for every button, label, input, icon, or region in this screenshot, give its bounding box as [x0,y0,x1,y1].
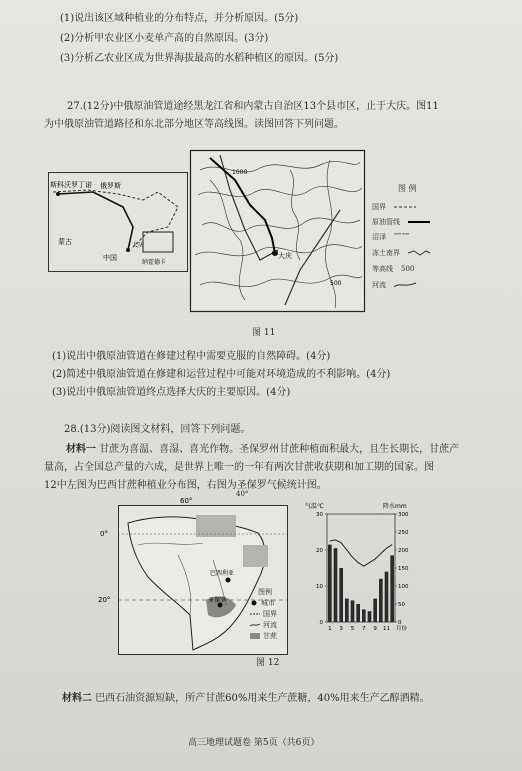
precip-bar-1 [328,545,332,622]
fig12-legend-river-label: 河流 [263,621,277,629]
precip-bar-10 [379,579,383,622]
legend-contour [372,264,414,274]
temp-tick-label: 0 [319,620,323,626]
legend-border [372,202,416,212]
precip-bar-5 [351,600,355,622]
fig12-caption: 图 12 [256,658,280,668]
precip-tick-label: 0 [398,620,402,626]
month-tick-9: 9 [373,626,377,632]
legend-pipeline [372,217,430,227]
precip-bar-9 [373,599,377,622]
fig12-legend-border-label: 国界 [263,610,277,618]
month-tick-7: 7 [362,626,366,632]
fig12-legend-city [250,598,275,608]
legend-contour-value: 500 [401,265,415,273]
fig12-legend-sugarcane-label: 甘蔗 [263,632,277,640]
precip-bar-12 [390,555,394,622]
q27-intro-line2: 为中俄原油管道路径和东北部分地区等高线图。读图回答下列问题。 [44,119,344,130]
precip-tick-label: 200 [398,548,409,554]
month-tick-11: 11 [383,626,390,632]
sao-paulo-climate-chart [305,500,423,642]
climate-precip-title: 降水mm [383,503,407,510]
map-lon-60: 60° [180,497,193,505]
precip-tick-label: 300 [398,512,409,518]
fig11-caption: 图 11 [252,328,276,338]
contour-label-500: 500 [330,280,342,287]
temp-tick-label: 10 [316,584,323,590]
map-sao-paulo: 圣保罗 [208,597,227,604]
precip-tick-label: 100 [398,584,409,590]
precip-tick-label: 250 [398,530,409,536]
climate-temp-title: 气温℃ [305,503,324,510]
inset-skovorodino: 斯科沃罗丁诺 [50,181,92,189]
precip-bar-11 [385,572,389,622]
q27-sub2: (2)简述中俄原油管道在修建和运营过程中可能对环境造成的不利影响。(4分) [52,369,391,380]
temperature-line [330,540,392,566]
precip-tick-label: 150 [398,566,409,572]
legend-river-label: 河流 [372,281,386,289]
q28-material1-line2: 量高，占全国总产量的六成，是世界上唯一的一年有两次甘蔗收获期和加工期的国家。图 [44,462,434,473]
precip-bar-3 [339,568,343,622]
fig12-legend-river [250,620,277,630]
fig12-legend-sugarcane [250,631,277,641]
map-lat-20: 20° [98,596,111,604]
fig12-legend-city-label: 城市 [261,599,275,607]
temp-tick-label: 20 [316,548,323,554]
precip-tick-label: 50 [398,602,405,608]
map-lat-0: 0° [100,530,108,538]
precip-bar-2 [334,548,338,622]
precip-bar-6 [356,604,360,622]
month-tick-1: 1 [328,626,332,632]
q26-sub2: (2)分析甲农业区小麦单产高的自然原因。(3分) [60,33,269,44]
legend-contour-label: 等高线 [372,265,393,273]
inset-gulf: 纳霍德卡 [142,259,167,266]
inset-location-map [48,172,188,272]
contour-label-1000: 1000 [232,169,248,176]
page-footer: 高三地理试题卷 第5页（共6页） [188,738,320,748]
temp-tick-label: 30 [316,512,323,518]
legend-river [372,280,416,290]
q28-intro: 28.(13分)阅读图文材料，回答下列问题。 [64,424,251,435]
q26-sub3: (3)分析乙农业区成为世界海拔最高的水稻种植区的原因。(5分) [60,53,339,64]
inset-daqing: 大庆 [132,242,145,249]
q28-material1-line1 [66,443,459,456]
q27-sub1: (1)说出中俄原油管道在修建过程中需要克服的自然障碍。(4分) [52,351,331,362]
fig12-legend-border [250,609,277,619]
q28-material1-line3: 12中左图为巴西甘蔗种植业分布图，右图为圣保罗气候统计图。 [44,480,327,491]
precip-bar-7 [362,609,366,622]
legend-marsh: 沼泽 ﹌﹌ [372,233,410,241]
map-lon-40: 40° [236,490,249,498]
q28-material1-label: 材料一 [66,444,96,455]
month-tick-3: 3 [339,626,343,632]
legend-permafrost [372,248,430,258]
fig11-legend-title: 图 例 [398,184,417,193]
q28-material2-text: 巴西石油资源短缺，所产甘蔗60%用来生产蔗糖，40%用来生产乙醇酒精。 [95,693,430,704]
fig12-legend-title: 图例 [258,588,272,596]
legend-pipeline-label: 原油管线 [372,218,400,226]
legend-marsh-label: 沼泽 [372,233,386,241]
q26-sub1: (1)说出该区域种植业的分布特点，并分析原因。(5分) [60,13,299,24]
inset-mongolia: 蒙古 [58,238,72,246]
contour-map-daqing: 大庆 [278,252,292,260]
legend-permafrost-label: 冻土南界 [372,249,400,257]
map-brasilia: 巴西利亚 [210,570,235,577]
inset-russia: 俄罗斯 [100,182,121,190]
legend-border-label: 国界 [372,203,386,211]
contour-map [190,150,365,312]
inset-china: 中国 [103,254,117,262]
month-tick-5: 5 [350,626,355,632]
precip-bar-4 [345,599,349,622]
q28-material1-text1: 甘蔗为喜温、喜湿、喜光作物。圣保罗州甘蔗种植面积最大，且生长期长，甘蔗产 [99,444,460,455]
q28-material2-label: 材料二 [62,693,92,704]
precip-bar-8 [368,611,372,622]
q27-intro-line1: 27.(12分)中俄原油管道途经黑龙江省和内蒙古自治区13个县市区，止于大庆。图11 [67,101,439,112]
q28-material2 [62,692,430,705]
month-axis-label: 月份 [396,626,408,632]
q27-sub3: (3)说出中俄原油管道终点选择大庆的主要原因。(4分) [52,387,291,398]
